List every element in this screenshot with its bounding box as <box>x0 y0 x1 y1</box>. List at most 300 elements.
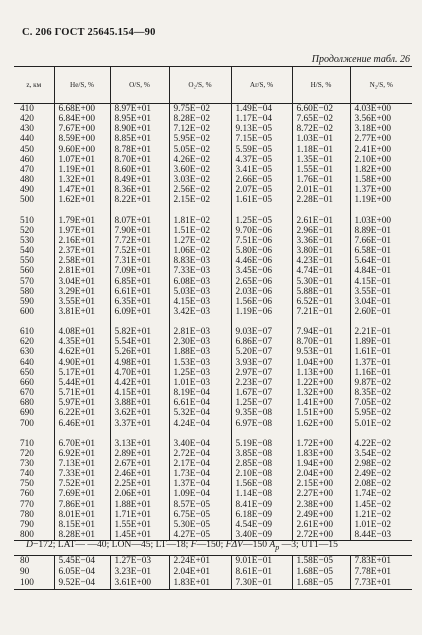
column-header: O/S, % <box>110 67 169 104</box>
value-cell: 6.61E−04 <box>169 398 231 408</box>
altitude-cell: 510 <box>20 215 34 226</box>
value-cell: 4.26E−02 <box>169 155 231 165</box>
altitude-cell: 760 <box>20 489 34 500</box>
value-cell: 2.81E−03 <box>169 327 231 337</box>
table-row <box>14 368 412 378</box>
value-cell: 1.25E−03 <box>169 368 231 378</box>
condition-fdv-value: —150 <box>243 539 270 550</box>
value-cell: 5.54E+01 <box>110 337 169 347</box>
value-cell: 3.55E+01 <box>54 297 110 307</box>
altitude-cell: 590 <box>20 296 34 307</box>
altitude-cell: 100 <box>14 578 54 590</box>
value-cell: 9.75E−02 <box>169 104 231 115</box>
value-cell: 2.23E−07 <box>231 378 292 388</box>
value-cell: 9.03E−07 <box>231 327 292 337</box>
altitude-cell: 650 <box>20 367 34 378</box>
table-row <box>14 266 412 276</box>
value-cell: 1.97E+01 <box>54 226 110 236</box>
value-cell: 8.83E−03 <box>169 256 231 266</box>
column-header: z, км <box>14 67 54 104</box>
value-cell: 2.10E+00 <box>350 155 412 165</box>
sub-table-body <box>14 556 412 590</box>
spacer-cell <box>169 429 231 439</box>
value-cell: 7.30E−01 <box>231 578 292 590</box>
value-cell: 7.69E+01 <box>54 489 110 499</box>
spacer-cell <box>54 429 110 439</box>
value-cell: 6.86E−07 <box>231 337 292 347</box>
spacer-cell <box>292 317 350 327</box>
value-cell: 1.13E+00 <box>292 368 350 378</box>
table-row <box>14 124 412 134</box>
value-cell: 3.88E+01 <box>110 398 169 408</box>
value-cell: 7.94E−01 <box>292 327 350 337</box>
value-cell: 8.70E+01 <box>110 155 169 165</box>
value-cell: 5.71E+01 <box>54 388 110 398</box>
value-cell: 1.51E+00 <box>292 408 350 418</box>
value-cell: 9.01E−01 <box>231 556 292 568</box>
value-cell: 7.15E−05 <box>231 134 292 144</box>
table-row <box>14 256 412 266</box>
value-cell: 3.37E+01 <box>110 419 169 429</box>
value-cell: 1.61E−05 <box>231 195 292 205</box>
table-row <box>14 479 412 489</box>
value-cell: 1.25E−07 <box>231 398 292 408</box>
value-cell: 1.53E−03 <box>169 358 231 368</box>
table-row <box>14 567 412 578</box>
altitude-cell: 740 <box>20 469 34 480</box>
spacer-cell <box>110 206 169 216</box>
spacer-cell <box>110 317 169 327</box>
value-cell: 3.62E+01 <box>110 408 169 418</box>
value-cell: 2.96E−01 <box>292 226 350 236</box>
spacer-cell <box>292 429 350 439</box>
table-row <box>14 246 412 256</box>
altitude-cell: 570 <box>20 276 34 287</box>
table-row <box>14 175 412 185</box>
value-cell: 1.25E−05 <box>231 216 292 226</box>
column-header: N₂/S, % <box>350 67 412 104</box>
altitude-cell: 520 <box>20 225 34 236</box>
condition-line <box>26 539 338 552</box>
value-cell: 3.55E−01 <box>350 287 412 297</box>
table-row <box>14 449 412 459</box>
value-cell: 3.56E+00 <box>350 114 412 124</box>
value-cell: 8.78E+01 <box>110 145 169 155</box>
spacer-cell <box>14 317 54 327</box>
value-cell: 1.94E+00 <box>292 459 350 469</box>
value-cell: 1.41E+00 <box>292 398 350 408</box>
value-cell: 4.74E−01 <box>292 266 350 276</box>
value-cell: 1.58E−05 <box>292 556 350 568</box>
value-cell: 1.03E−01 <box>292 134 350 144</box>
altitude-cell: 530 <box>20 235 34 246</box>
value-cell: 2.72E+00 <box>292 530 350 541</box>
value-cell: 1.89E−01 <box>350 337 412 347</box>
spacer-cell <box>231 317 292 327</box>
value-cell: 8.57E−05 <box>169 500 231 510</box>
altitude-cell: 770 <box>20 499 34 510</box>
table-row <box>14 104 412 115</box>
value-cell: 8.90E+01 <box>110 124 169 134</box>
value-cell: 7.86E+01 <box>54 500 110 510</box>
condition-f-value: —150; <box>196 539 226 550</box>
value-cell: 5.20E−07 <box>231 347 292 357</box>
value-cell: 5.95E−02 <box>350 408 412 418</box>
spacer-cell <box>169 206 231 216</box>
condition-d-values: −172; LAT— —40; LON—45; LT—18; <box>32 539 191 550</box>
value-cell: 9.87E−02 <box>350 378 412 388</box>
altitude-cell: 410 <box>20 104 34 114</box>
value-cell: 1.55E−01 <box>292 165 350 175</box>
value-cell: 2.03E−06 <box>231 287 292 297</box>
value-cell: 2.77E+00 <box>350 134 412 144</box>
value-cell: 8.36E+01 <box>110 185 169 195</box>
value-cell: 3.23E−01 <box>110 567 169 578</box>
value-cell: 3.42E−03 <box>169 307 231 317</box>
value-cell: 8.89E−01 <box>350 226 412 236</box>
value-cell: 7.73E+01 <box>350 578 412 590</box>
value-cell: 6.92E+01 <box>54 449 110 459</box>
value-cell: 8.70E−01 <box>292 337 350 347</box>
value-cell: 3.40E−04 <box>169 439 231 449</box>
value-cell: 1.27E−02 <box>169 236 231 246</box>
value-cell: 2.61E−01 <box>292 216 350 226</box>
value-cell: 6.70E+01 <box>54 439 110 449</box>
altitude-cell: 580 <box>20 286 34 297</box>
value-cell: 3.45E−06 <box>231 266 292 276</box>
table-row <box>14 388 412 398</box>
value-cell: 2.28E−01 <box>292 195 350 205</box>
value-cell: 5.32E−04 <box>169 408 231 418</box>
value-cell: 1.62E+01 <box>54 195 110 205</box>
value-cell: 8.28E+01 <box>54 530 110 541</box>
value-cell: 1.07E+01 <box>54 155 110 165</box>
value-cell: 6.85E+01 <box>110 277 169 287</box>
value-cell: 9.13E−05 <box>231 124 292 134</box>
table-row <box>14 297 412 307</box>
value-cell: 3.81E+01 <box>54 307 110 317</box>
value-cell: 3.36E−01 <box>292 236 350 246</box>
value-cell: 2.07E−05 <box>231 185 292 195</box>
spacer-cell <box>54 206 110 216</box>
altitude-cell: 420 <box>20 114 34 125</box>
altitude-cell: 710 <box>20 438 34 449</box>
altitude-cell: 490 <box>20 185 34 196</box>
value-cell: 5.26E+01 <box>110 347 169 357</box>
value-cell: 2.61E+00 <box>292 520 350 530</box>
value-cell: 4.15E+01 <box>110 388 169 398</box>
value-cell: 4.23E−01 <box>292 256 350 266</box>
value-cell: 6.97E−08 <box>231 419 292 429</box>
table-row <box>14 134 412 144</box>
value-cell: 7.52E+01 <box>54 479 110 489</box>
value-cell: 1.83E+00 <box>292 449 350 459</box>
main-table <box>14 66 412 541</box>
altitude-cell: 610 <box>20 327 34 338</box>
value-cell: 1.35E−01 <box>292 155 350 165</box>
value-cell: 7.90E+01 <box>110 226 169 236</box>
value-cell: 1.49E−04 <box>231 104 292 115</box>
altitude-cell: 790 <box>20 519 34 530</box>
table-row <box>14 216 412 226</box>
spacer-cell <box>110 429 169 439</box>
value-cell: 5.88E−01 <box>292 287 350 297</box>
value-cell: 6.84E+00 <box>54 114 110 124</box>
table-row <box>14 358 412 368</box>
value-cell: 6.35E+01 <box>110 297 169 307</box>
altitude-cell: 550 <box>20 256 34 267</box>
value-cell: 4.27E−05 <box>169 530 231 541</box>
value-cell: 7.65E−02 <box>292 114 350 124</box>
value-cell: 5.95E−02 <box>169 134 231 144</box>
altitude-cell: 640 <box>20 357 34 368</box>
value-cell: 8.28E−02 <box>169 114 231 124</box>
value-cell: 4.90E+01 <box>54 358 110 368</box>
value-cell: 4.03E+00 <box>350 104 412 115</box>
column-header: O₂/S, % <box>169 67 231 104</box>
altitude-cell: 780 <box>20 509 34 520</box>
value-cell: 4.24E−04 <box>169 419 231 429</box>
table-row <box>14 419 412 429</box>
value-cell: 5.44E+01 <box>54 378 110 388</box>
value-cell: 3.03E−02 <box>169 175 231 185</box>
value-cell: 6.61E+01 <box>110 287 169 297</box>
value-cell: 2.72E−04 <box>169 449 231 459</box>
value-cell: 1.74E−02 <box>350 489 412 499</box>
value-cell: 6.52E−01 <box>292 297 350 307</box>
table-row <box>14 277 412 287</box>
condition-d-label: D <box>26 539 33 550</box>
value-cell: 2.97E−07 <box>231 368 292 378</box>
value-cell: 8.01E+01 <box>54 510 110 520</box>
value-cell: 1.79E+01 <box>54 216 110 226</box>
value-cell: 5.30E−01 <box>292 277 350 287</box>
value-cell: 1.01E−03 <box>169 378 231 388</box>
altitude-cell: 750 <box>20 479 34 490</box>
table-header-row <box>14 67 412 104</box>
value-cell: 1.88E−03 <box>169 347 231 357</box>
value-cell: 5.17E+01 <box>54 368 110 378</box>
value-cell: 5.19E−08 <box>231 439 292 449</box>
value-cell: 7.33E+01 <box>54 469 110 479</box>
value-cell: 2.49E+00 <box>292 510 350 520</box>
value-cell: 1.03E+00 <box>350 216 412 226</box>
condition-ap-value: —3; UT1—15 <box>279 539 338 550</box>
sub-table <box>14 555 412 590</box>
table-row <box>14 226 412 236</box>
value-cell: 1.62E+00 <box>292 419 350 429</box>
value-cell: 4.62E+01 <box>54 347 110 357</box>
main-table-wrapper <box>14 66 412 541</box>
table-row <box>14 578 412 590</box>
value-cell: 7.72E+01 <box>110 236 169 246</box>
value-cell: 2.04E+01 <box>169 567 231 578</box>
table-row <box>14 165 412 175</box>
value-cell: 1.27E−03 <box>110 556 169 568</box>
value-cell: 1.14E−08 <box>231 489 292 499</box>
value-cell: 8.61E−01 <box>231 567 292 578</box>
value-cell: 4.35E+01 <box>54 337 110 347</box>
altitude-cell: 720 <box>20 448 34 459</box>
value-cell: 4.15E−03 <box>169 297 231 307</box>
value-cell: 7.52E+01 <box>110 246 169 256</box>
value-cell: 6.58E−01 <box>350 246 412 256</box>
value-cell: 1.45E−02 <box>350 500 412 510</box>
value-cell: 8.49E+01 <box>110 175 169 185</box>
value-cell: 2.65E−06 <box>231 277 292 287</box>
value-cell: 2.30E−03 <box>169 337 231 347</box>
value-cell: 8.44E−03 <box>350 530 412 541</box>
value-cell: 1.04E+00 <box>292 358 350 368</box>
altitude-cell: 730 <box>20 459 34 469</box>
value-cell: 2.06E+01 <box>110 489 169 499</box>
value-cell: 4.15E−01 <box>350 277 412 287</box>
value-cell: 7.09E+01 <box>110 266 169 276</box>
value-cell: 7.05E−02 <box>350 398 412 408</box>
value-cell: 3.04E−01 <box>350 297 412 307</box>
value-cell: 1.37E+00 <box>350 185 412 195</box>
value-cell: 8.35E−02 <box>350 388 412 398</box>
value-cell: 8.22E+01 <box>110 195 169 205</box>
altitude-cell: 430 <box>20 124 34 135</box>
value-cell: 7.66E−01 <box>350 236 412 246</box>
value-cell: 1.67E−07 <box>231 388 292 398</box>
value-cell: 3.80E−01 <box>292 246 350 256</box>
value-cell: 1.56E−08 <box>231 479 292 489</box>
value-cell: 5.03E−03 <box>169 287 231 297</box>
value-cell: 8.15E+01 <box>54 520 110 530</box>
value-cell: 5.80E−06 <box>231 246 292 256</box>
value-cell: 1.19E+01 <box>54 165 110 175</box>
value-cell: 2.38E+00 <box>292 500 350 510</box>
table-row <box>14 459 412 469</box>
table-row <box>14 489 412 499</box>
value-cell: 6.60E−02 <box>292 104 350 115</box>
value-cell: 8.59E+00 <box>54 134 110 144</box>
table-row <box>14 195 412 205</box>
value-cell: 6.46E+01 <box>54 419 110 429</box>
altitude-cell: 450 <box>20 144 34 155</box>
value-cell: 1.17E−04 <box>231 114 292 124</box>
value-cell: 9.53E−01 <box>292 347 350 357</box>
value-cell: 2.04E+00 <box>292 469 350 479</box>
value-cell: 1.32E+01 <box>54 175 110 185</box>
table-row <box>14 114 412 124</box>
altitude-cell: 670 <box>20 388 34 399</box>
value-cell: 7.67E+00 <box>54 124 110 134</box>
value-cell: 7.51E−06 <box>231 236 292 246</box>
value-cell: 5.01E−02 <box>350 419 412 429</box>
value-cell: 4.84E−01 <box>350 266 412 276</box>
altitude-cell: 660 <box>20 377 34 388</box>
value-cell: 1.83E+01 <box>169 578 231 590</box>
value-cell: 2.46E+01 <box>110 469 169 479</box>
value-cell: 8.85E+01 <box>110 134 169 144</box>
value-cell: 7.12E−02 <box>169 124 231 134</box>
table-row <box>14 287 412 297</box>
value-cell: 3.60E−02 <box>169 165 231 175</box>
condition-fdv-label: FΔV <box>225 539 243 550</box>
value-cell: 1.73E−04 <box>169 469 231 479</box>
value-cell: 2.37E+01 <box>54 246 110 256</box>
value-cell: 6.09E+01 <box>110 307 169 317</box>
spacer-cell <box>231 206 292 216</box>
value-cell: 1.72E+00 <box>292 439 350 449</box>
condition-ap-label: A <box>269 539 276 550</box>
spacer-cell <box>14 206 54 216</box>
value-cell: 6.75E−05 <box>169 510 231 520</box>
value-cell: 1.88E+01 <box>110 500 169 510</box>
value-cell: 2.08E−02 <box>350 479 412 489</box>
value-cell: 8.95E+01 <box>110 114 169 124</box>
altitude-cell: 80 <box>14 556 54 568</box>
value-cell: 1.18E−01 <box>292 145 350 155</box>
value-cell: 1.19E+00 <box>350 195 412 205</box>
main-table-body <box>14 104 412 541</box>
value-cell: 1.19E−06 <box>231 307 292 317</box>
block-spacer <box>14 317 412 327</box>
value-cell: 2.60E−01 <box>350 307 412 317</box>
block-spacer <box>14 429 412 439</box>
value-cell: 5.45E−04 <box>54 556 110 568</box>
value-cell: 6.18E−09 <box>231 510 292 520</box>
altitude-cell: 600 <box>20 306 34 317</box>
value-cell: 1.56E−06 <box>231 297 292 307</box>
value-cell: 4.08E+01 <box>54 327 110 337</box>
value-cell: 3.18E+00 <box>350 124 412 134</box>
value-cell: 5.64E−01 <box>350 256 412 266</box>
value-cell: 1.61E−01 <box>350 347 412 357</box>
spacer-cell <box>231 429 292 439</box>
table-row <box>14 145 412 155</box>
value-cell: 1.68E−05 <box>292 567 350 578</box>
value-cell: 2.27E+00 <box>292 489 350 499</box>
value-cell: 2.17E−04 <box>169 459 231 469</box>
altitude-cell: 540 <box>20 246 34 257</box>
table-row <box>14 337 412 347</box>
value-cell: 9.35E−08 <box>231 408 292 418</box>
condition-f-label: F <box>190 539 197 550</box>
value-cell: 1.71E+01 <box>110 510 169 520</box>
value-cell: 2.15E−02 <box>169 195 231 205</box>
table-row <box>14 347 412 357</box>
altitude-cell: 690 <box>20 408 34 419</box>
value-cell: 8.97E+01 <box>110 104 169 115</box>
value-cell: 1.81E−02 <box>169 216 231 226</box>
table-row <box>14 398 412 408</box>
table-row <box>14 236 412 246</box>
value-cell: 1.16E−01 <box>350 368 412 378</box>
altitude-cell: 440 <box>20 134 34 145</box>
value-cell: 2.89E+01 <box>110 449 169 459</box>
value-cell: 4.42E+01 <box>110 378 169 388</box>
value-cell: 3.93E−07 <box>231 358 292 368</box>
altitude-cell: 700 <box>20 418 34 429</box>
table-row <box>14 307 412 317</box>
value-cell: 1.76E−01 <box>292 175 350 185</box>
value-cell: 1.45E+01 <box>110 530 169 541</box>
value-cell: 9.60E+00 <box>54 145 110 155</box>
value-cell: 2.66E−05 <box>231 175 292 185</box>
value-cell: 2.41E+00 <box>350 145 412 155</box>
page-header: С. 206 ГОСТ 25645.154—90 <box>22 27 156 38</box>
value-cell: 1.01E−02 <box>350 520 412 530</box>
value-cell: 5.05E−02 <box>169 145 231 155</box>
spacer-cell <box>54 317 110 327</box>
value-cell: 3.85E−08 <box>231 449 292 459</box>
value-cell: 1.32E+00 <box>292 388 350 398</box>
value-cell: 2.21E−01 <box>350 327 412 337</box>
